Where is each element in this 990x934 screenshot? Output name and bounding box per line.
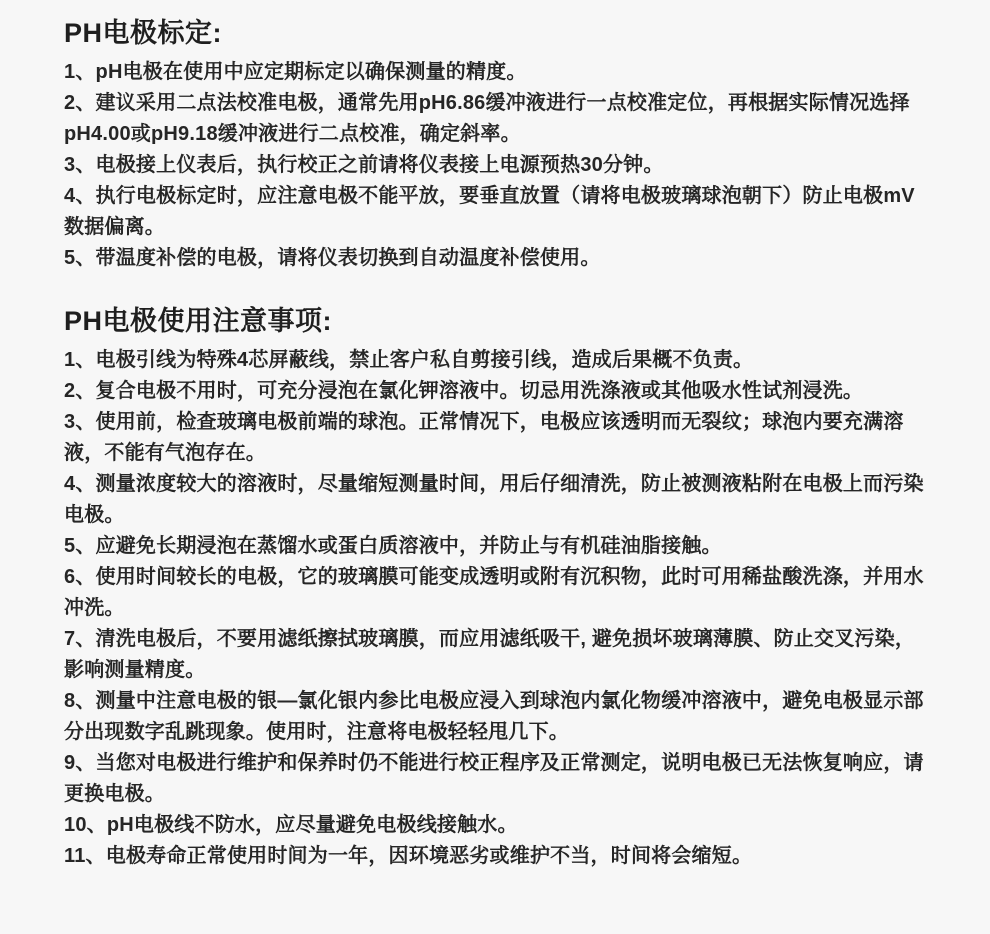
- section-calibration: [64, 13, 928, 274]
- precautions-item-10: 10、pH电极线不防水，应尽量避免电极线接触水。: [64, 814, 518, 836]
- precautions-item-11: 11、电极寿命正常使用时间为一年，因环境恶劣或维护不当，时间将会缩短。: [64, 845, 753, 867]
- precautions-item-7: 7、清洗电极后，不要用滤纸擦拭玻璃膜，而应用滤纸吸干, 避免损坏玻璃薄膜、防止交叉污染，影响测量精度。: [64, 628, 916, 681]
- calibration-item-1: 1、pH电极在使用中应定期标定以确保测量的精度。: [64, 61, 527, 83]
- calibration-title: PH电极标定:: [64, 18, 222, 48]
- calibration-item-4: 4、执行电极标定时，应注意电极不能平放，要垂直放置（请将电极玻璃球泡朝下）防止电极mV数据偏离。: [64, 185, 915, 238]
- calibration-item-5: 5、带温度补偿的电极，请将仪表切换到自动温度补偿使用。: [64, 247, 601, 269]
- precautions-item-4: 4、测量浓度较大的溶液时，尽量缩短测量时间，用后仔细清洗，防止被测液粘附在电极上而污染电极。: [64, 473, 924, 526]
- precautions-item-6: 6、使用时间较长的电极，它的玻璃膜可能变成透明或附有沉积物，此时可用稀盐酸洗涤，并用水冲洗。: [64, 566, 924, 619]
- precautions-item-9: 9、当您对电极进行维护和保养时仍不能进行校正程序及正常测定，说明电极已无法恢复响应，请更换电极。: [64, 752, 924, 805]
- precautions-item-8: 8、测量中注意电极的银—氯化银内参比电极应浸入到球泡内氯化物缓冲溶液中，避免电极显示部分出现数字乱跳现象。使用时，注意将电极轻轻甩几下。: [64, 690, 924, 743]
- precautions-item-1: 1、电极引线为特殊4芯屏蔽线，禁止客户私自剪接引线，造成后果概不负责。: [64, 349, 754, 371]
- calibration-item-3: 3、电极接上仪表后，执行校正之前请将仪表接上电源预热30分钟。: [64, 154, 664, 176]
- section-precautions: [64, 301, 928, 872]
- precautions-item-2: 2、复合电极不用时，可充分浸泡在氯化钾溶液中。切忌用洗涤液或其他吸水性试剂浸洗。: [64, 380, 864, 402]
- precautions-item-3: 3、使用前，检查玻璃电极前端的球泡。正常情况下，电极应该透明而无裂纹；球泡内要充满溶液，不能有气泡存在。: [64, 411, 904, 464]
- precautions-title: PH电极使用注意事项:: [64, 306, 332, 336]
- calibration-item-2: 2、建议采用二点法校准电极，通常先用pH6.86缓冲液进行一点校准定位，再根据实际情况选择pH4.00或pH9.18缓冲液进行二点校准，确定斜率。: [64, 92, 910, 145]
- precautions-item-5: 5、应避免长期浸泡在蒸馏水或蛋白质溶液中，并防止与有机硅油脂接触。: [64, 535, 722, 557]
